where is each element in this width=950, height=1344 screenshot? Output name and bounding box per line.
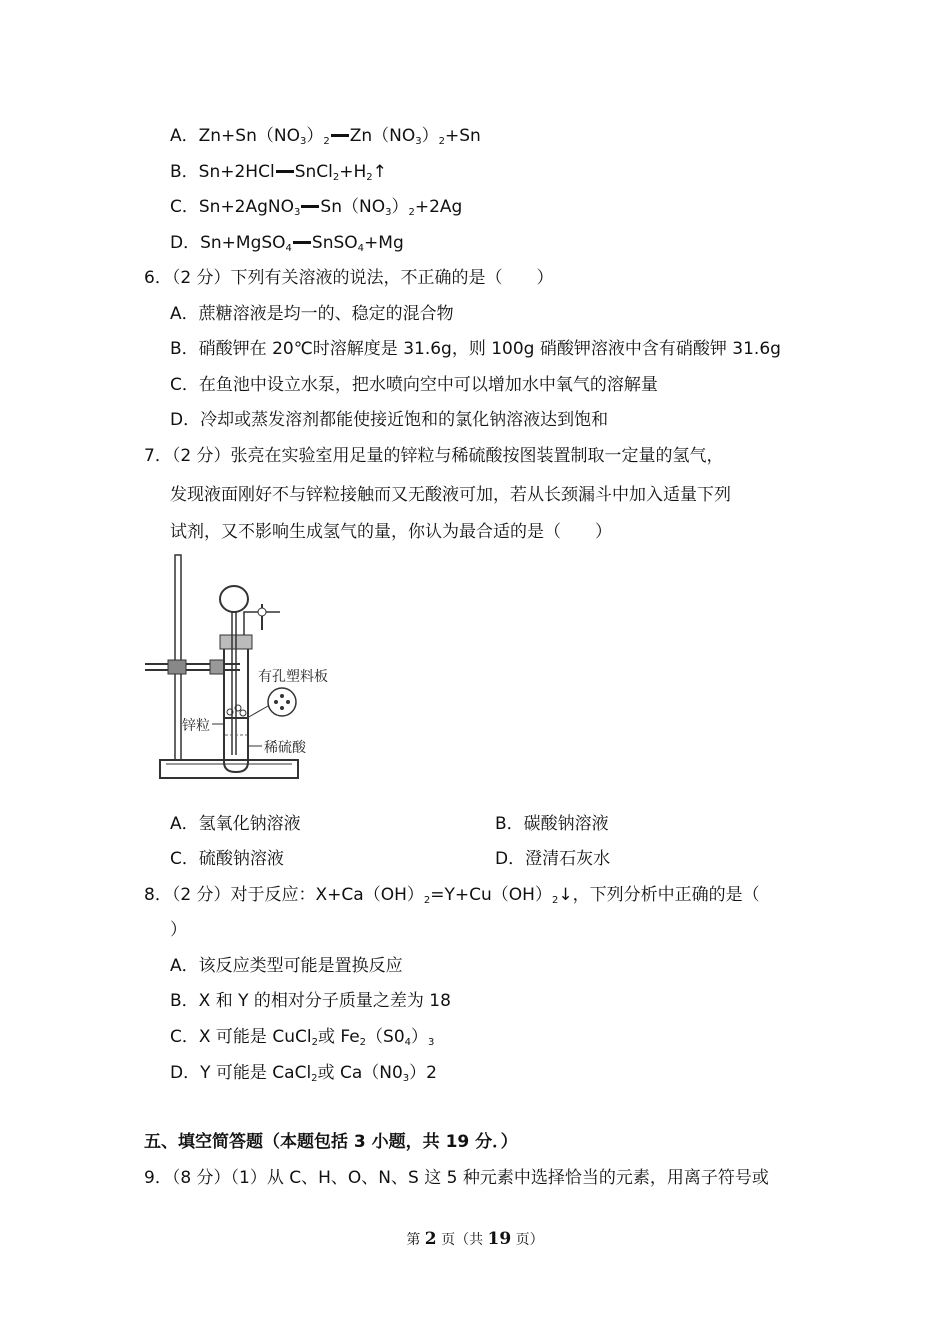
q7-option-b: B．碳酸钠溶液 xyxy=(495,814,609,834)
q6-stem: 6．（2 分）下列有关溶液的说法，不正确的是（ ） xyxy=(144,268,554,288)
q8-stem: 8．（2 分）对于反应：$X+Ca(OH)_2=Y+Cu(OH)_2↓$，下列分析中正确的是（ xyxy=(144,885,760,906)
equals-sign xyxy=(293,241,311,244)
equals-sign xyxy=(276,170,294,173)
q8-stem-end: ） xyxy=(170,920,187,940)
equals-sign xyxy=(301,205,319,208)
equals-sign xyxy=(331,134,349,137)
label-zinc: 锌粒 xyxy=(182,718,210,734)
label-acid: 稀硫酸 xyxy=(264,740,306,756)
q8-option-b: B．X 和 Y 的相对分子质量之差为 18 xyxy=(170,991,451,1011)
q7-stem-line1: 7．（2 分）张亮在实验室用足量的锌粒与稀硫酸按图装置制取一定量的氢气， xyxy=(144,446,724,466)
q5-option-d: D．Sn+MgSO$_4$ SnSO$_4$+Mg xyxy=(170,233,404,254)
page-total: 19 xyxy=(487,1229,512,1249)
q8-option-a: A．该反应类型可能是置换反应 xyxy=(170,956,403,976)
q6-option-a: A．蔗糖溶液是均一的、稳定的混合物 xyxy=(170,304,454,324)
q7-stem-line3: 试剂，又不影响生成氢气的量，你认为最合适的是（ ） xyxy=(170,522,612,542)
q5-option-b: B．Sn+2HCl $SnCl_2+H_2↑$ xyxy=(170,162,387,183)
q7-option-d: D．澄清石灰水 xyxy=(495,849,611,869)
q8-option-d: D．Y 可能是 CaCl$_2$或 $Ca(N0_3)2$ xyxy=(170,1063,437,1084)
q6-option-b: B．硝酸钾在 20℃时溶解度是 31.6g，则 100g 硝酸钾溶液中含有硝酸钾 31.6g xyxy=(170,339,781,359)
q7-option-c: C．硫酸钠溶液 xyxy=(170,849,284,869)
section-heading: 五、填空简答题（本题包括 3 小题，共 19 分．） xyxy=(144,1132,518,1152)
page-number: 2 xyxy=(424,1229,437,1249)
q6-option-d: D．冷却或蒸发溶剂都能使接近饱和的氯化钠溶液达到饱和 xyxy=(170,410,609,430)
page-footer: 第 2 页（共 19 页） xyxy=(406,1229,544,1249)
apparatus-diagram xyxy=(140,550,350,785)
label-porous-plate: 有孔塑料板 xyxy=(258,669,328,685)
q9-stem: 9．（8 分）（1）从 C、H、O、N、S 这 5 种元素中选择恰当的元素，用离子符号或 xyxy=(144,1168,769,1188)
q7-option-a: A．氢氧化钠溶液 xyxy=(170,814,301,834)
q5-option-a: A．$Zn+Sn(NO_3)_2$ $Zn(NO_3)_2+Sn$ xyxy=(170,126,481,147)
q8-option-c: C．X 可能是 CuCl$_2$或 $Fe_2(S0_4)_3$ xyxy=(170,1027,435,1048)
q6-option-c: C．在鱼池中设立水泵，把水喷向空中可以增加水中氧气的溶解量 xyxy=(170,375,658,395)
q7-stem-line2: 发现液面刚好不与锌粒接触而又无酸液可加，若从长颈漏斗中加入适量下列 xyxy=(170,485,731,505)
q5-option-c: C．Sn+2AgNO$_3$ $Sn(NO_3)_2+2Ag$ xyxy=(170,197,463,218)
